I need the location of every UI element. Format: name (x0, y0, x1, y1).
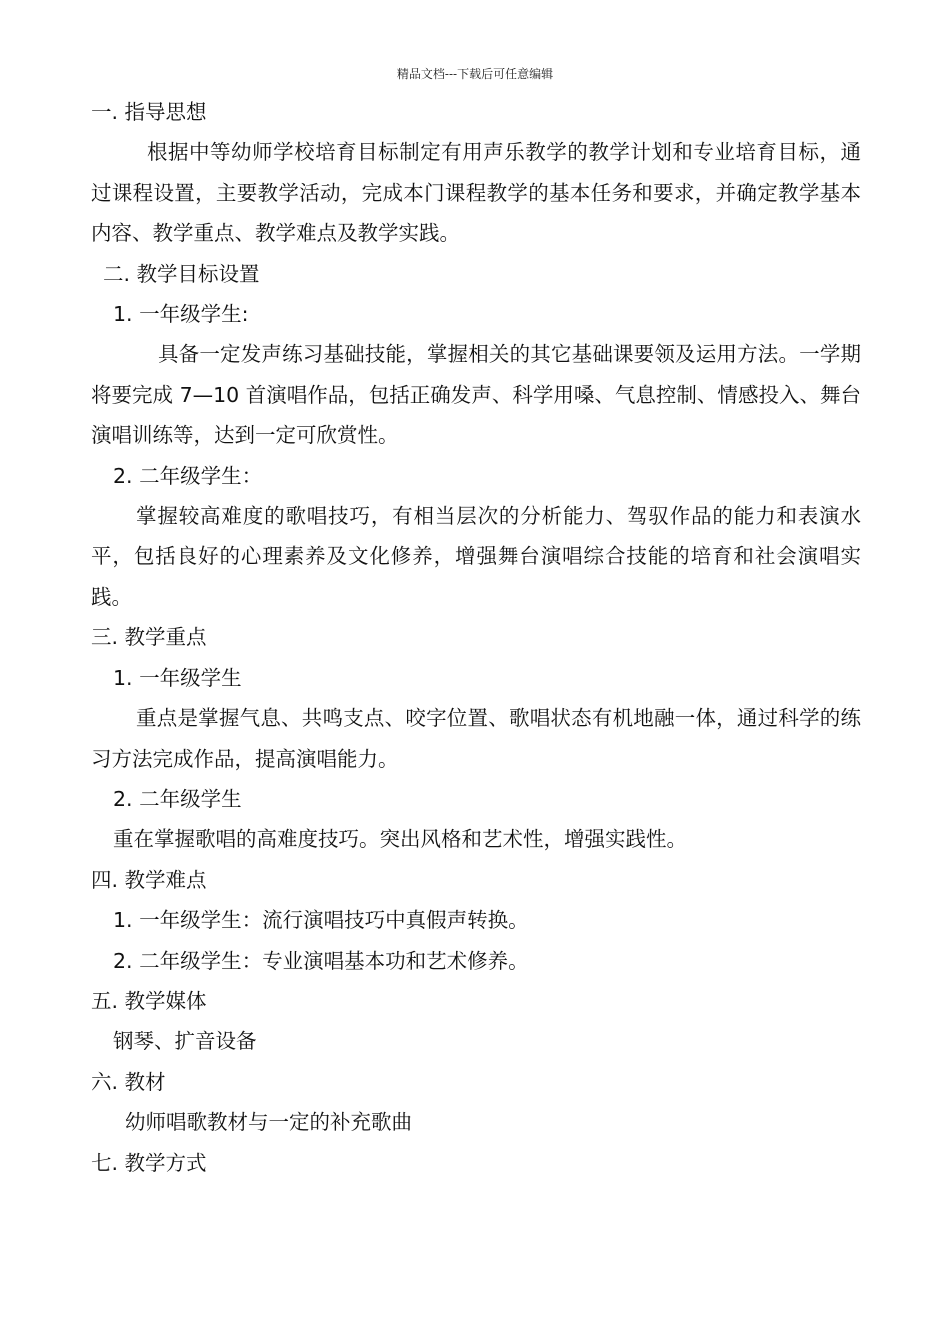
section-heading-1: 一. 指导思想 (91, 100, 207, 124)
section-heading-3: 三. 教学重点 (91, 625, 207, 650)
paragraph-grade-1-goals: 具备一定发声练习基础技能，掌握相关的其它基础课要领及运用方法。一学期将要完成 7—10 首演唱作品，包括正确发声、科学用嗓、气息控制、情感投入、舞台演唱训练等，达到一定可欣赏性。 (91, 342, 861, 448)
paragraph-teaching-media: 钢琴、扩音设备 (113, 1029, 257, 1054)
paragraph-grade-1-focus: 重点是掌握气息、共鸣支点、咬字位置、歌唱状态有机地融一体，通过科学的练习方法完成作品，提高演唱能力。 (91, 706, 861, 771)
document-body (91, 92, 861, 1183)
subheading-grade-1-goals: 1. 一年级学生: (113, 302, 249, 327)
section-heading-5: 五. 教学媒体 (91, 988, 207, 1013)
paragraph-teaching-materials: 幼师唱歌教材与一定的补充歌曲 (125, 1110, 412, 1135)
paragraph-guiding-ideology: 根据中等幼师学校培育目标制定有用声乐教学的教学计划和专业培育目标，通过课程设置，主要教学活动，完成本门课程教学的基本任务和要求，并确定教学基本内容、教学重点、教学难点及教学实践。 (91, 140, 861, 246)
subheading-grade-1-focus: 1. 一年级学生 (113, 665, 242, 690)
paragraph-grade-2-focus: 重在掌握歌唱的高难度技巧。突出风格和艺术性，增强实践性。 (113, 827, 687, 852)
difficulty-grade-2: 2. 二年级学生：专业演唱基本功和艺术修养。 (113, 948, 529, 973)
subheading-grade-2-goals: 2. 二年级学生： (113, 463, 263, 488)
difficulty-grade-1: 1. 一年级学生：流行演唱技巧中真假声转换。 (113, 908, 529, 933)
section-heading-7: 七. 教学方式 (91, 1150, 207, 1175)
page-header: 精品文档---下载后可任意编辑 (396, 67, 554, 81)
subheading-grade-2-focus: 2. 二年级学生 (113, 786, 242, 811)
section-heading-2: 二. 教学目标设置 (103, 261, 260, 286)
paragraph-grade-2-goals: 掌握较高难度的歌唱技巧，有相当层次的分析能力、驾驭作品的能力和表演水平，包括良好的心理素养及文化修养，增强舞台演唱综合技能的培育和社会演唱实践。 (91, 504, 861, 609)
section-heading-4: 四. 教学难点 (91, 867, 207, 892)
section-heading-6: 六. 教材 (91, 1069, 166, 1094)
